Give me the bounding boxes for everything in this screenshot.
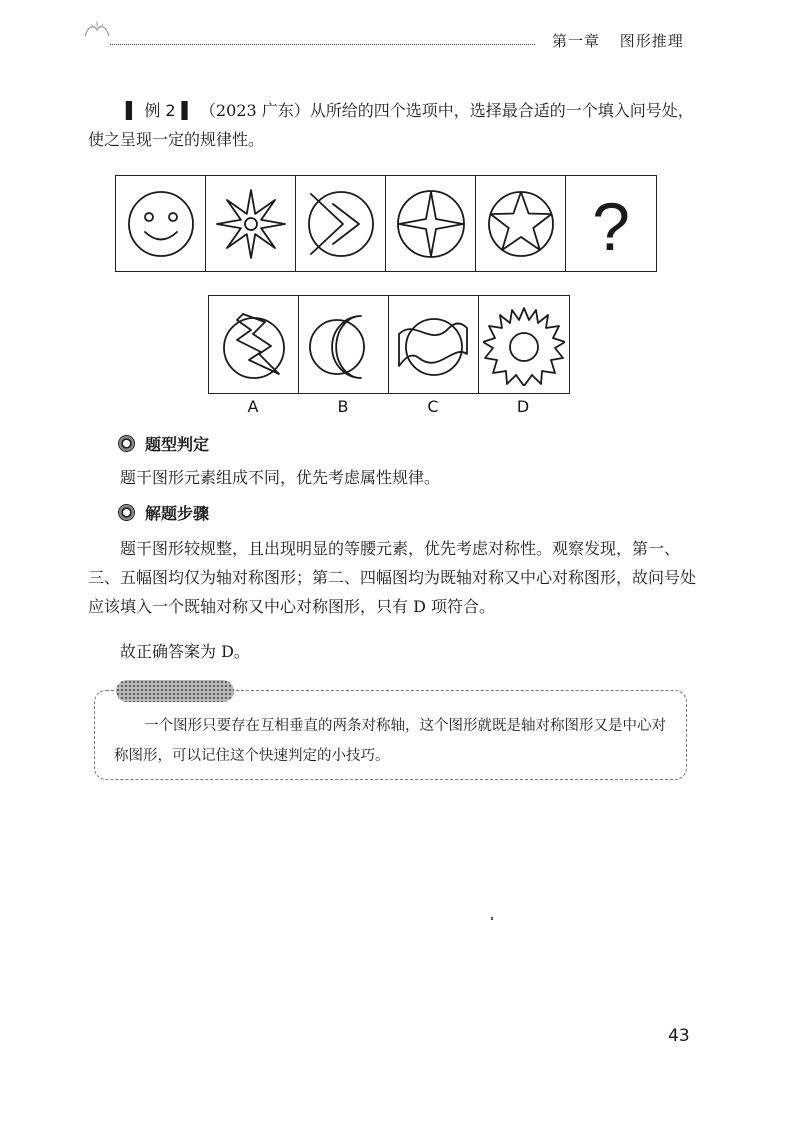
- header-chapter: 第一章: [552, 32, 601, 50]
- tip-text: 一个图形只要存在互相垂直的两条对称轴，这个图形就既是轴对称图形又是中心对称图形，可以记住这个快速判定的小技巧。: [114, 718, 666, 764]
- question-source: （2023 广东）: [199, 101, 310, 120]
- figure-6-question: [566, 176, 656, 271]
- option-figure-d[interactable]: [479, 296, 569, 393]
- question-mark-text: ?: [592, 188, 630, 264]
- figure-5: [476, 176, 566, 271]
- section-type-paragraph: 题干图形元素组成不同，优先考虑属性规律。: [120, 468, 441, 487]
- option-figure-a[interactable]: [209, 296, 299, 393]
- option-label-c[interactable]: C: [427, 397, 439, 416]
- banner-circle-icon: [393, 304, 475, 386]
- figure-1: [116, 176, 206, 271]
- figure-4: [386, 176, 476, 271]
- example-number: 例 2: [144, 101, 176, 120]
- question-text: 从所给的四个选项中，选择最合适的一个填入问号处，使之呈现一定的规律性。: [88, 101, 694, 149]
- option-label-d[interactable]: D: [516, 397, 530, 416]
- section-heading-type: [118, 432, 209, 455]
- four-point-star-circle-icon: [391, 184, 471, 264]
- solution-paragraph: 题干图形较规整，且出现明显的等腰元素，优先考虑对称性。观察发现，第一、三、五幅图均仅为轴对称图形；第二、四幅图均为既轴对称又中心对称图形，故问号处应该填入一个既轴对称又中心对称图形，只有 D 项符合。: [88, 539, 697, 616]
- question-mark-icon: [571, 184, 651, 264]
- section-heading-type-text: 题型判定: [145, 435, 210, 454]
- figure-3: [296, 176, 386, 271]
- question-paragraph: [88, 96, 700, 154]
- option-figure-row: [208, 295, 570, 394]
- option-figure-c[interactable]: [389, 296, 479, 393]
- example-label: ▌ 例 2 ▌: [126, 101, 194, 120]
- option-labels: [208, 397, 568, 416]
- section-heading-steps: [118, 501, 209, 524]
- section-bullet-icon: [118, 504, 135, 521]
- crescent-circle-icon: [303, 304, 385, 386]
- lightning-circle-icon: [213, 304, 295, 386]
- running-header: [552, 30, 684, 51]
- scan-speck: [491, 917, 493, 920]
- section-bullet-icon: [118, 435, 135, 452]
- option-label-b[interactable]: B: [337, 397, 349, 416]
- sun-gear-icon: [483, 304, 565, 386]
- circle-chevrons-icon: [301, 184, 381, 264]
- page-number: 43: [668, 1026, 690, 1046]
- header-title: 图形推理: [619, 32, 684, 50]
- figure-2: [206, 176, 296, 271]
- answer-paragraph: 故正确答案为 D。: [120, 642, 250, 661]
- option-figure-b[interactable]: [299, 296, 389, 393]
- smiley-face-icon: [121, 184, 201, 264]
- tip-badge-icon: [116, 680, 234, 702]
- header-rule: [110, 44, 535, 45]
- eight-point-star-icon: [211, 184, 291, 264]
- pentagram-circle-icon: [481, 184, 561, 264]
- option-label-a[interactable]: A: [247, 397, 259, 416]
- header-ornament-icon: [82, 18, 112, 40]
- section-heading-steps-text: 解题步骤: [145, 504, 210, 523]
- question-figure-row: [115, 175, 657, 272]
